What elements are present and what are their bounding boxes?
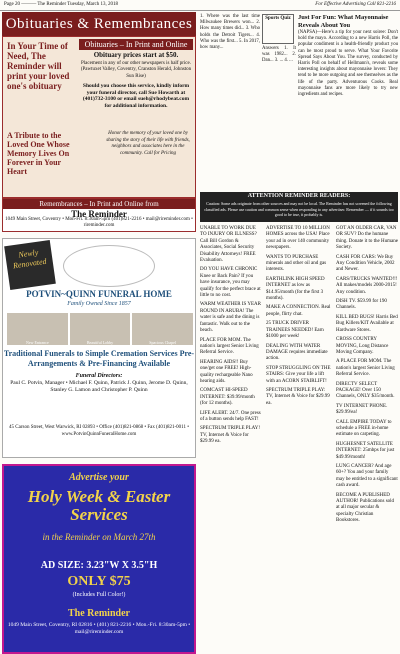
ad-line-3: in the Reminder on March 27th (42, 532, 156, 542)
classified-item: DIRECTV SELECT PACKAGE! Over 150 Channels, ONLY $35/month. (336, 381, 395, 400)
classified-item: CARS/TRUCKS WANTED!!! All makes/models 2000-2015! Any condition. (336, 276, 398, 295)
reminder-address: 1049 Main Street, Coventry • Mon-Fri. 8:30am-5pm (401)821-2216 • mail@rireminder.com • rireminder.com (5, 217, 193, 228)
funeral-directors (3, 373, 195, 394)
easter-ad (2, 464, 196, 654)
photo-chapel: Spacious Chapel (132, 313, 193, 345)
classified-item: HUGHESNET SATELLITE INTERNET: 25mbps for just $49.99/month! (336, 441, 395, 460)
left-column (2, 12, 196, 654)
sports-quiz-answers: Answers 1. It was 1982... 2. Dan... 3. ... 4. ... (262, 46, 296, 64)
classified-item: LUNG CANCER? And age 60+? You and your family may be entitled to a significant cash award. (336, 464, 398, 489)
classified-item: SPECTRUM TRIPLE PLAY! TV, Internet & Voice for $29.99 ea. (200, 426, 261, 445)
classified-item: PLACE FOR MOM. The nation's largest Senior Living Referral Service. (200, 337, 259, 356)
classified-item: GOT AN OLDER CAR, VAN OR SUV? Do the humane thing. Donate it to the Humane Society. (336, 226, 398, 251)
classified-item: 25 TRUCK DRIVER TRAINEES NEEDED! Earn $1000 per week! (266, 321, 324, 340)
classified-item: MAKE A CONNECTION. Real people, flirty chat. (266, 305, 331, 317)
funeral-home-logo-icon (63, 245, 155, 287)
obituary-price: Obituary prices start at $50. (93, 51, 179, 59)
obituaries-info (79, 39, 193, 109)
ad-reminder-address: 1049 Main Street, Coventry, RI 02816 • (401) 821-2216 • Mon.-Fri. 8:30am-5pm • mail@rireminder.com (7, 622, 191, 635)
classified-item: WANTS TO PURCHASE minerals and other oil and gas interests. (266, 254, 327, 273)
classified-item: A PLACE FOR MOM. The nation's largest Senior Living Referral Service. (336, 359, 395, 378)
obituary-placement: Placement in any of our other newspapers is half price. (Pawtuxet Valley, Coventry, Cranston Herald, Johnston Sun Rise) (80, 60, 192, 79)
mayonnaise-article (298, 14, 398, 98)
classified-item: CALL EMPIRE TODAY to schedule a FREE in-home estimate on carpeting. (336, 419, 392, 438)
classified-item: BECOME A PUBLISHED AUTHOR! Publications sold at all major secular & specialty Christian Bookstores. (336, 492, 395, 524)
page-header (0, 0, 400, 11)
newly-renovated-badge: Newly Renovated (4, 240, 56, 290)
classified-item: CASH FOR CARS: We Buy Any Condition Vehicle, 2002 and Newer. (336, 254, 395, 273)
page-number: Page 20 ——— The Reminder Tuesday, March 13, 2018 (4, 2, 119, 7)
advertising-note: For Effective Advertising Call 821-2216 (315, 2, 396, 7)
classified-item: LIFE ALERT. 24/7. One press of a button sends help FAST! (200, 410, 261, 422)
classified-item: WARM WEATHER IS YEAR ROUND IN ARUBA! The water is safe and the dining is fantastic. Walk out to the beach. (200, 302, 261, 334)
potvin-quinn-ad (2, 238, 196, 458)
funeral-directors-heading: Funeral Directors: (75, 373, 123, 379)
classified-item: EARTHLINK HIGH SPEED INTERNET as low as $14.95/month (for the first 3 months). (266, 276, 325, 302)
time-need-text: In Your Time of Need, The Reminder will print your loved one's obituary (7, 41, 70, 91)
classified-item: CROSS COUNTRY MOVING, Long Distance Moving Company. (336, 337, 389, 355)
attention-body: Caution: Some ads originate from other sources and may not be local. The Reminder has not screened the following classified ads. Please use caution and common sense when responding to any advertiser. Remember — if it sounds too good to be true, it probably is. (204, 201, 394, 217)
potvin-services: Traditional Funerals to Simple Cremation Services Pre-Arrangements & Pre-Financing Available (3, 349, 195, 368)
classified-item: DO YOU HAVE CHRONIC Knee or Back Pain? If you have insurance, you may qualify for the perfect brace at little to no cost. (200, 267, 261, 299)
classified-item: STOP STRUGGLING ON THE STAIRS: Give your life a lift with an ACORN STAIRLIFT! (266, 365, 331, 384)
classifieds-column-2 (266, 226, 332, 410)
ad-size: AD SIZE: 3.23"W X 3.5"H (40, 560, 158, 571)
obituaries-online-title: Obituaries – In Print and Online (79, 39, 193, 50)
classifieds-column-1 (200, 226, 262, 449)
potvin-address: 45 Carson Street, West Warwick, RI 02893 • Office (401)821-0868 • Fax (401)821-0011 • www.PotvinQuinnFuneralHome.com (9, 425, 189, 437)
classified-item: TV INTERNET PHONE. $29.99/ea! (336, 403, 388, 416)
classified-item: KILL BED BUGS! Harris Bed Bug Killers/KIT Available at Hardware Stores. (336, 314, 398, 333)
obituaries-banner: Obituaries & Remembrances (2, 12, 196, 36)
remembrances-address (3, 209, 195, 231)
ad-price: ONLY $75 (67, 574, 131, 589)
remembrances-banner: Remembrances – In Print and Online from (3, 199, 195, 209)
attention-heading: ATTENTION REMINDER READERS: (247, 193, 351, 199)
classified-item: COMCAST HI-SPEED INTERNET: $39.99/month (for 12 months). (200, 388, 255, 407)
ad-line-1: Advertise your (69, 472, 129, 483)
potvin-photos (7, 313, 193, 345)
honor-text: Honor the memory of your loved one by sharing the story of their life with friends, neighbors and associates here in the community. Call for Pricing (106, 131, 190, 156)
funeral-directors-names: Paul C. Potvin, Manager • Michael F. Quinn, Patrick J. Quinn, Jerome D. Quinn, Stanley G. Lamon and Christopher P. Quinn (10, 380, 188, 393)
classified-item: DEALING WITH WATER DAMAGE requires immediate action. (266, 343, 328, 362)
reminder-name: The Reminder (71, 209, 127, 219)
article-body: (NAPSA)—Here's a tip for your next soiree: Don't hold the mayo. According to a new Harris Poll, the popular condiment is a health-friendly product you can be most proud to serve. What Your Favorite Spread Says About You. The survey, conducted by Harris Poll on behalf of Hellmann's, reveals some interesting insights about mayonnaise lovers: They tend to be more outgoing and see themselves as the life of the party. Adventurous Cooks. Real mayonnaise fans are more likely to try new ingredients and recipes. (298, 30, 398, 98)
classified-item: SPECTRUM TRIPLE PLAY: TV, Internet & Voice for $29.99 ea. (266, 387, 330, 406)
photo-entrance: New Entrance (7, 313, 68, 345)
sports-quiz-logo: Sports Quiz (262, 14, 294, 44)
obituaries-box (2, 36, 196, 198)
classified-item: ADVERTISE TO 10 MILLION HOMES across the USA! Place your ad in over 140 community newspapers. (266, 226, 330, 251)
sports-quiz-questions: 1. Where was the last time Milwaukee Brewers won... 2. How many times did... 3. Who holds the Detroit Tigers... 4. Who was the first... 5. In 2017, how many... (200, 14, 260, 51)
photo-lobby: Beautiful Lobby (70, 313, 131, 345)
article-headline: Just For Fun: What Mayonnaise Reveals About You (298, 14, 389, 29)
potvin-title: POTVIN~QUINN FUNERAL HOME (26, 289, 172, 299)
attention-readers-banner (200, 192, 398, 222)
ad-reminder-name: The Reminder (68, 608, 130, 619)
obituary-contact: Should you choose this service, kindly inform your funeral director, call Sue Howarth at (401)732-3100 or email sueh@rhodybeat.com for additional information. (82, 83, 190, 109)
classified-item: DISH TV. $59.99 for 190 Channels. (336, 299, 387, 311)
potvin-subtitle: Family Owned Since 1857 (67, 301, 131, 307)
classified-item: UNABLE TO WORK DUE TO INJURY OR ILLNESS? Call Bill Gordon & Associates, Social Security Disability Attorneys! FREE Evaluation. (200, 226, 257, 264)
tribute-text: A Tribute to the Loved One Whose Memory Lives On Forever in Your Heart (7, 131, 70, 176)
ad-line-2: Holy Week & Easter Services (27, 487, 171, 524)
classifieds-column-3 (336, 226, 398, 528)
ad-color-note: (Includes Full Color!) (72, 592, 126, 598)
classified-item: HEARING AIDS!! Buy one/get one FREE! High-quality rechargeable Nano hearing aids. (200, 359, 253, 384)
